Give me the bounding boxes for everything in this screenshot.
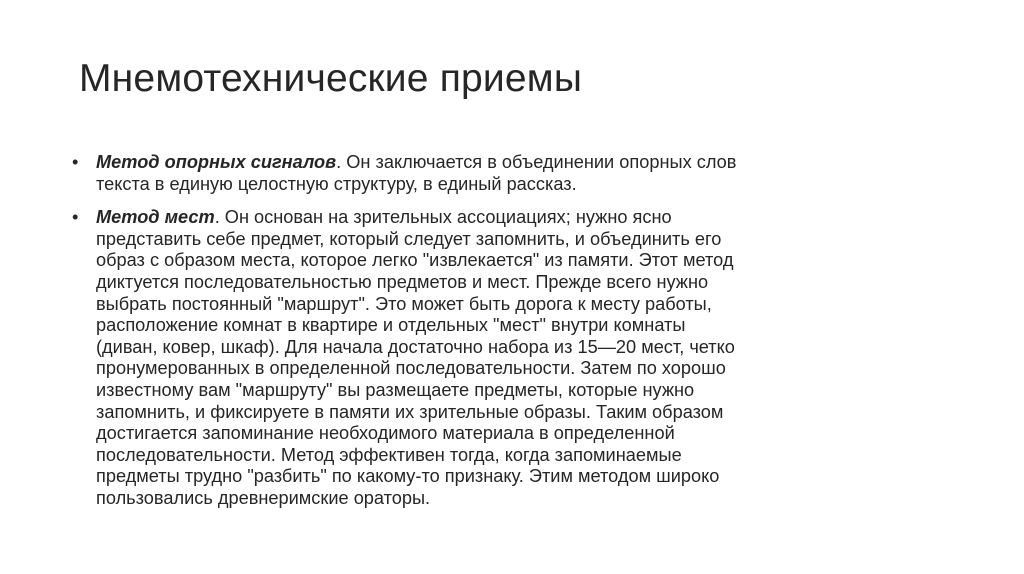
- text-fragment: . Он основан на зрительных ассоциациях; нужно ясно: [214, 207, 672, 228]
- term-label: Метод мест: [96, 207, 215, 228]
- text-line: [96, 207, 932, 229]
- text-line: выбрать постоянный "маршрут". Это может быть дорога к месту работы,: [96, 293, 712, 314]
- text-line: достигается запоминание необходимого материала в определенной: [96, 423, 675, 444]
- text-line: образ с образом места, которое легко "извлекается" из памяти. Этот метод: [96, 250, 734, 271]
- text-line: пользовались древнеримские ораторы.: [96, 487, 431, 508]
- text-line: [96, 152, 932, 174]
- term-label: Метод опорных сигналов: [96, 152, 337, 172]
- text-line: (диван, ковер, шкаф). Для начала достаточно набора из 15—20 мест, четко: [96, 336, 735, 357]
- text-line: представить себе предмет, который следует запомнить, и объединить его: [96, 228, 722, 249]
- bullet-icon: •: [72, 207, 79, 228]
- list-item-anchor-signals: [72, 152, 932, 195]
- text-line: диктуется последовательностью предметов и мест. Прежде всего нужно: [96, 271, 709, 292]
- text-line: предметы трудно "разбить" по какому-то признаку. Этим методом широко: [96, 466, 720, 487]
- text-line: запомнить, и фиксируете в памяти их зрительные образы. Таким образом: [96, 401, 724, 422]
- text-fragment: . Он заключается в объединении опорных слов: [336, 152, 737, 172]
- text-line: известному вам "маршруту" вы размещаете предметы, которые нужно: [96, 379, 695, 400]
- bullet-list: [72, 152, 932, 522]
- text-line: пронумерованных в определенной последовательности. Затем по хорошо: [96, 358, 726, 379]
- list-item-method-of-loci: [72, 207, 932, 509]
- text-line: последовательности. Метод эффективен тогда, когда запоминаемые: [96, 444, 682, 465]
- text-line: текста в единую целостную структуру, в единый рассказ.: [96, 173, 577, 194]
- text-line: расположение комнат в квартире и отдельных "мест" внутри комнаты: [96, 315, 686, 336]
- slide-title: Мнемотехнические приемы: [79, 57, 583, 100]
- bullet-icon: •: [72, 152, 79, 172]
